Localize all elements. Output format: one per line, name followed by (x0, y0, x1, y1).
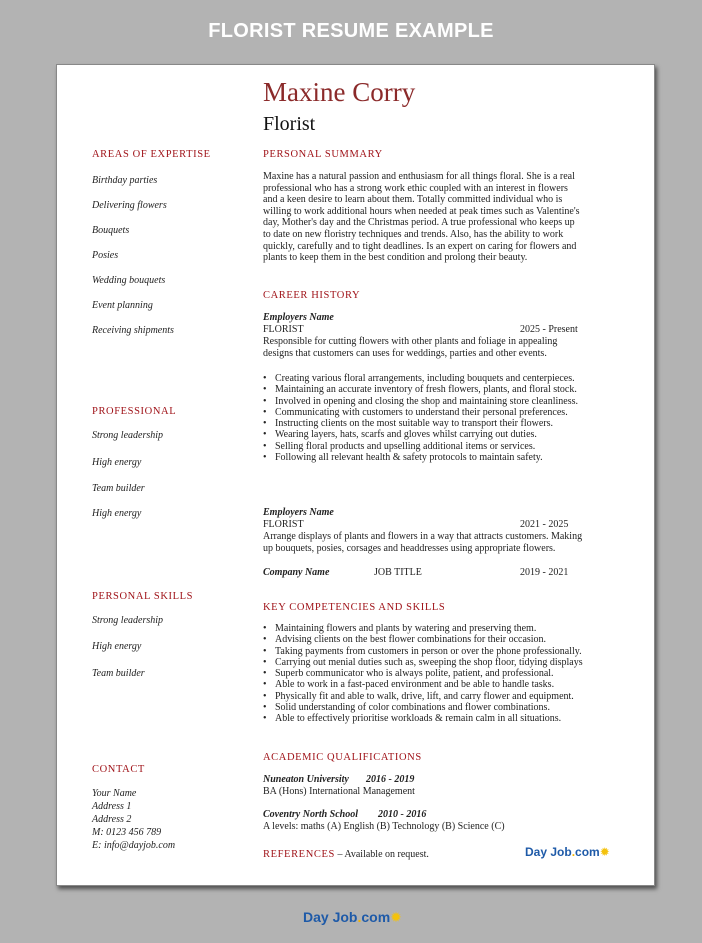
contact-line: Your Name (92, 788, 137, 799)
job3-title: JOB TITLE (374, 567, 422, 578)
academic-heading: ACADEMIC QUALIFICATIONS (263, 752, 422, 763)
job1-employer: Employers Name (263, 312, 334, 323)
list-item: • Able to effectively prioritise workloads & remain calm in all situations. (263, 713, 583, 724)
summary-text: Maxine has a natural passion and enthusiasm for all things floral. She is a real professional who has a strong work ethic coupled with an interest in flowers and a keen desire to learn about them. Totally committed individual who is willing to work additional hours when needed at peak times such as Valentine's day, Mother's day and the Christmas period. A true professional who keeps up to date on new floristry techniques and trends. Also, has the ability to work quickly, carefully and to tight deadlines. Is an expert on caring for flowers and plants to keep them in the best condition and prolong their beauty. (263, 171, 580, 264)
school-dates: 2010 - 2016 (378, 809, 427, 820)
list-item: • Taking payments from customers in person or over the phone professionally. (263, 646, 583, 657)
expertise-item: Bouquets (92, 225, 130, 236)
dayjob-logo: Day Job.com✹ (303, 909, 402, 925)
professional-item: High energy (92, 508, 142, 519)
list-item: • Involved in opening and closing the shop and maintaining store cleanliness. (263, 396, 578, 407)
career-heading: CAREER HISTORY (263, 290, 361, 301)
job1-description: Responsible for cutting flowers with other plants and foliage in appealing designs that customers can uses for weddings, parties and other events. (263, 336, 558, 359)
school-levels: A levels: maths (A) English (B) Technology (B) Science (C) (263, 821, 505, 832)
contact-heading: CONTACT (92, 764, 145, 775)
expertise-item: Wedding bouquets (92, 275, 166, 286)
skills-heading: PERSONAL SKILLS (92, 591, 194, 602)
expertise-item: Delivering flowers (92, 200, 167, 211)
summary-heading: PERSONAL SUMMARY (263, 149, 383, 160)
list-item: • Solid understanding of color combinations and flower combinations. (263, 702, 583, 713)
list-item: • Maintaining an accurate inventory of fresh flowers, plants, and floral stock. (263, 384, 578, 395)
list-item: • Carrying out menial duties such as, sweeping the shop floor, tidying displays (263, 657, 583, 668)
expertise-item: Posies (92, 250, 119, 261)
professional-item: Strong leadership (92, 430, 164, 441)
university-degree: BA (Hons) International Management (263, 786, 415, 797)
contact-line: Address 1 (92, 801, 132, 812)
list-item: • Maintaining flowers and plants by watering and preserving them. (263, 623, 583, 634)
contact-line: E: info@dayjob.com (92, 840, 176, 851)
list-item: • Selling floral products and upselling additional items or services. (263, 441, 578, 452)
contact-line: M: 0123 456 789 (92, 827, 162, 838)
list-item: • Instructing clients on the most suitable way to transport their flowers. (263, 418, 578, 429)
list-item: • Wearing layers, hats, scarfs and gloves whilst carrying out duties. (263, 429, 578, 440)
job3-company: Company Name (263, 567, 330, 578)
job1-duties (263, 373, 578, 463)
list-item: • Superb communicator who is always polite, patient, and professional. (263, 668, 583, 679)
skills-item: Team builder (92, 668, 145, 679)
expertise-item: Receiving shipments (92, 325, 174, 336)
job1-dates: 2025 - Present (520, 324, 578, 335)
resume-page (56, 64, 655, 886)
school-name: Coventry North School (263, 809, 359, 820)
skills-item: High energy (92, 641, 142, 652)
competencies-heading: KEY COMPETENCIES AND SKILLS (263, 602, 446, 613)
job2-employer: Employers Name (263, 507, 334, 518)
job3-dates: 2019 - 2021 (520, 567, 569, 578)
list-item: • Communicating with customers to understand their personal preferences. (263, 407, 578, 418)
list-item: • Advising clients on the best flower combinations for their occasion. (263, 634, 583, 645)
candidate-name: Maxine Corry (263, 77, 416, 107)
competencies-list (263, 623, 583, 725)
expertise-heading: AREAS OF EXPERTISE (92, 149, 211, 160)
candidate-role: Florist (263, 113, 316, 135)
expertise-item: Birthday parties (92, 175, 158, 186)
references: REFERENCES – Available on request. (263, 849, 429, 860)
sun-icon: ✹ (599, 845, 610, 859)
list-item: • Following all relevant health & safety protocols to maintain safety. (263, 452, 578, 463)
university-name: Nuneaton University (263, 774, 349, 785)
university-dates: 2016 - 2019 (366, 774, 415, 785)
job2-dates: 2021 - 2025 (520, 519, 569, 530)
contact-line: Address 2 (92, 814, 132, 825)
expertise-item: Event planning (92, 300, 153, 311)
job2-title: FLORIST (263, 519, 304, 530)
dayjob-logo-small: Day Job.com✹ (525, 845, 610, 859)
list-item: • Able to work in a fast-paced environment and be able to handle tasks. (263, 679, 583, 690)
list-item: • Creating various floral arrangements, including bouquets and centerpieces. (263, 373, 578, 384)
professional-item: High energy (92, 457, 142, 468)
page-banner: FLORIST RESUME EXAMPLE (208, 20, 494, 42)
skills-item: Strong leadership (92, 615, 164, 626)
job1-title: FLORIST (263, 324, 304, 335)
list-item: • Physically fit and able to walk, drive, lift, and carry flower and equipment. (263, 691, 583, 702)
job2-description: Arrange displays of plants and flowers in a way that attracts customers. Making up bouquets, posies, corsages and headdresses using appropriate flowers. (263, 531, 583, 554)
professional-item: Team builder (92, 483, 145, 494)
professional-heading: PROFESSIONAL (92, 406, 177, 417)
sun-icon: ✹ (390, 909, 402, 925)
